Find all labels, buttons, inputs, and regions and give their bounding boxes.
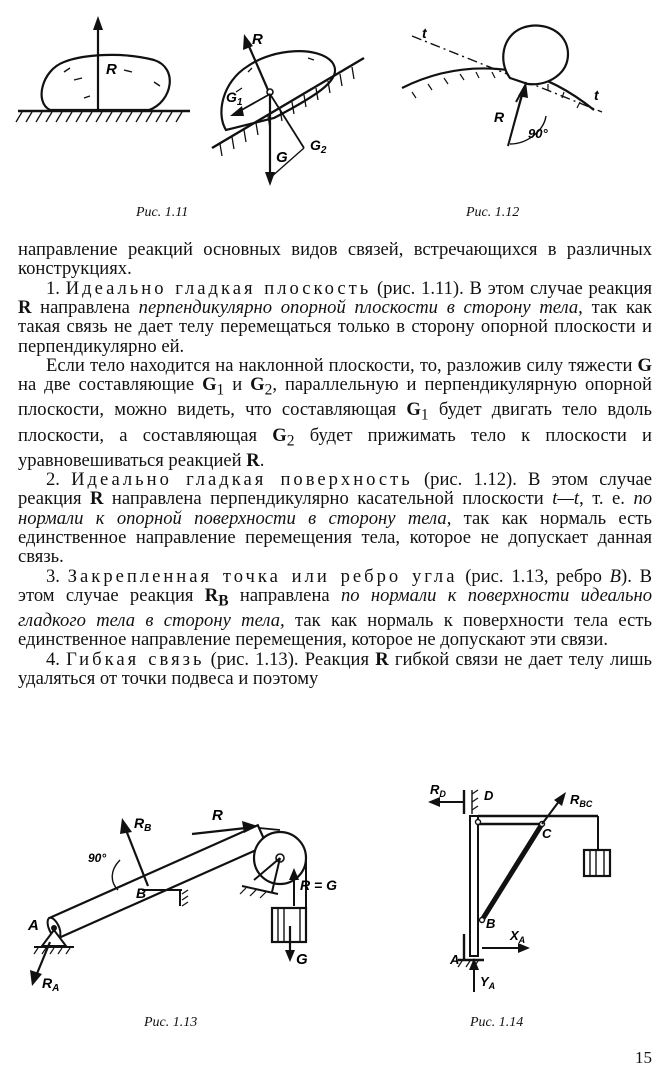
paragraph: направление реакций основных видов связей, встречающихся в различных конструкциях. (18, 239, 652, 280)
label-g: G (296, 951, 308, 968)
paragraph: 4. Гибкая связь (рис. 1.13). Реакция R гибкой связи не дает телу лишь удаляться от точки подвеса и поэтому (18, 648, 652, 690)
label-r: R (106, 61, 117, 78)
label-t2: t (594, 87, 599, 103)
label-b: B (136, 885, 147, 901)
caption-fig-1-14: Рис. 1.14 (470, 1015, 524, 1030)
label-g2: $G_2$ (310, 137, 327, 156)
label-rb: $R_B$ (134, 815, 152, 834)
label-b: B (486, 916, 496, 931)
label-ya: $Y_A$ (480, 974, 496, 991)
body-text (18, 240, 652, 688)
figure-1-13 (14, 790, 344, 1000)
caption-fig-1-13: Рис. 1.13 (144, 1015, 198, 1030)
figure-1-12-surface (398, 22, 610, 162)
label-r: R (494, 109, 505, 125)
label-angle: 90° (88, 851, 107, 865)
label-ra: $R_A$ (42, 975, 60, 994)
label-a: A (28, 917, 39, 934)
page-number: 15 (635, 1048, 652, 1067)
paragraph: 3. Закрепленная точка или ребро угла (рис. 1.13, ребро B). В этом случае реакция $R_B$ направлена по нормали к поверхности идеально гладкого тела в сторону тела, так как нормаль к поверхности тела есть единственное направление перемещения, которое не допускают эти связи. (18, 565, 653, 651)
label-c: C (542, 826, 552, 841)
label-g: G (276, 149, 288, 166)
paragraph: Если тело находится на наклонной плоскости, то, разложив силу тяжести G на две составляющие $G_1$ и $G_2$, параллельную и перпендикулярную опорной плоскости, можно видеть, что составляющая $G_1$ будет двигать тело вдоль плоскости, а составляющая $G_2$ будет прижимать тело к плоскости и уравновешиваться реакцией R. (18, 355, 653, 471)
figure-1-14 (420, 780, 620, 998)
paragraph: 2. Идеально гладкая поверхность (рис. 1.12). В этом случае реакция R направлена перпендикулярно касательной плоскости t—t, т. е. по нормали к опорной поверхности в сторону тела, так как нормаль есть единственное направление перемещения тела, которое не допускает данная связь. (18, 468, 653, 568)
label-a: A (450, 952, 460, 967)
label-d: D (484, 788, 494, 803)
caption-fig-1-11: Рис. 1.11 (136, 205, 189, 220)
label-r: R (212, 807, 223, 824)
paragraph: 1. Идеально гладкая плоскость (рис. 1.11). В этом случае реакция R направлена перпендикулярно опорной плоскости в сторону тела, так как такая связь не дает телу перемещаться только в сторону опорной плоскости и перпендикулярно ей. (18, 277, 653, 357)
label-angle: 90° (528, 126, 548, 141)
caption-fig-1-12: Рис. 1.12 (466, 205, 520, 220)
label-g1: $G_1$ (226, 89, 243, 108)
figure-1-11 (14, 10, 194, 140)
label-xa: $X_A$ (510, 928, 526, 945)
label-rbc: $R_{BC}$ (570, 792, 593, 809)
label-rg: R = G (300, 877, 337, 893)
figure-1-12-inclined (208, 22, 368, 192)
label-t1: t (422, 25, 427, 41)
label-r: R (252, 31, 263, 48)
label-rd: $R_D$ (430, 782, 446, 799)
